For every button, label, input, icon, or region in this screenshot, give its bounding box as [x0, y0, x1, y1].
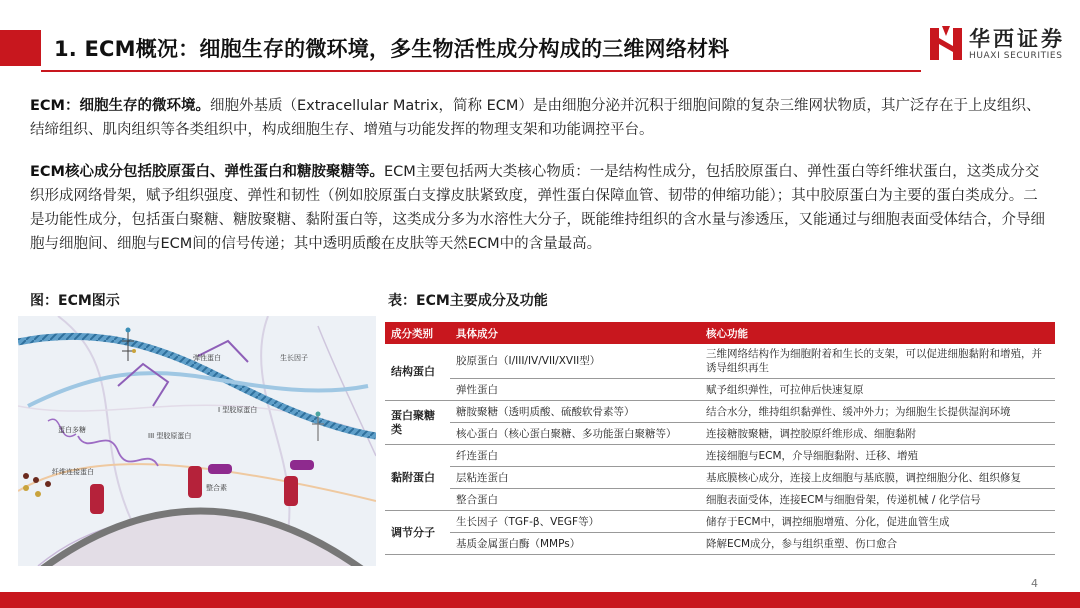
label-collagen3: III 型胶原蛋白 — [148, 432, 192, 440]
category-cell: 结构蛋白 — [385, 344, 450, 401]
component-cell: 层粘连蛋白 — [450, 467, 700, 489]
label-proteoglycan: 蛋白多糖 — [58, 426, 86, 434]
component-cell: 糖胺聚糖（透明质酸、硫酸软骨素等） — [450, 401, 700, 423]
function-cell: 基底膜核心成分，连接上皮细胞与基底膜，调控细胞分化、组织修复 — [700, 467, 1055, 489]
category-cell: 黏附蛋白 — [385, 445, 450, 511]
header-component: 具体成分 — [450, 322, 700, 344]
component-cell: 生长因子（TGF-β、VEGF等） — [450, 511, 700, 533]
table-row — [385, 467, 1055, 489]
component-cell: 弹性蛋白 — [450, 379, 700, 401]
figure-title: 图：ECM图示 — [30, 293, 120, 309]
function-cell: 结合水分，维持组织黏弹性、缓冲外力；为细胞生长提供湿润环境 — [700, 401, 1055, 423]
header-category: 成分类别 — [385, 322, 450, 344]
table-header-row — [385, 322, 1055, 344]
table-row — [385, 489, 1055, 511]
footer-bar — [0, 592, 1080, 608]
page-number: 4 — [1031, 577, 1038, 590]
ecm-illustration — [18, 316, 376, 566]
logo-text-en: HUAXI SECURITIES — [969, 51, 1063, 61]
function-cell: 连接细胞与ECM，介导细胞黏附、迁移、增殖 — [700, 445, 1055, 467]
table-row — [385, 423, 1055, 445]
function-cell: 赋予组织弹性，可拉伸后快速复原 — [700, 379, 1055, 401]
label-growth-factor: 生长因子 — [280, 354, 308, 362]
table-row — [385, 379, 1055, 401]
company-logo — [928, 22, 1068, 66]
component-cell: 胶原蛋白（I/III/IV/VII/ⅩVII型） — [450, 344, 700, 379]
component-cell: 基质金属蛋白酶（MMPs） — [450, 533, 700, 555]
table-row — [385, 511, 1055, 533]
label-elastin: 弹性蛋白 — [193, 354, 221, 362]
intro-lead: ECM：细胞生存的微环境。 — [30, 98, 210, 114]
component-cell: 纤连蛋白 — [450, 445, 700, 467]
intro-body: 细胞外基质（Extracellular Matrix，简称 ECM）是由细胞分泌并沉积于细胞间隙的复杂三维网状物质，其广泛存在于上皮组织、结缔组织、肌肉组织等各类组织中，构成细胞生存、增殖与功能发挥的物理支架和功能调控平台。 — [30, 98, 1041, 138]
components-lead: ECM核心成分包括胶原蛋白、弹性蛋白和糖胺聚糖等。 — [30, 164, 384, 180]
function-cell: 降解ECM成分，参与组织重塑、伤口愈合 — [700, 533, 1055, 555]
title-underline — [41, 70, 921, 72]
table-title: 表：ECM主要成分及功能 — [388, 293, 548, 309]
title-accent-bar — [0, 30, 41, 66]
table-row — [385, 401, 1055, 423]
page-title: 1. ECM概况：细胞生存的微环境，多生物活性成分构成的三维网络材料 — [54, 37, 730, 61]
table-row — [385, 533, 1055, 555]
function-cell: 三维网络结构作为细胞附着和生长的支架，可以促进细胞黏附和增殖，并诱导组织再生 — [700, 344, 1055, 379]
header-function: 核心功能 — [700, 322, 1055, 344]
function-cell: 细胞表面受体，连接ECM与细胞骨架，传递机械 / 化学信号 — [700, 489, 1055, 511]
table-row — [385, 344, 1055, 379]
category-cell: 蛋白聚糖类 — [385, 401, 450, 445]
label-integrin: 整合素 — [206, 484, 227, 492]
label-collagen1: I 型胶原蛋白 — [218, 406, 258, 414]
components-paragraph — [30, 160, 1050, 256]
function-cell: 连接糖胺聚糖，调控胶原纤维形成、细胞黏附 — [700, 423, 1055, 445]
table-row — [385, 445, 1055, 467]
huaxi-logo-icon — [928, 24, 964, 64]
category-cell: 调节分子 — [385, 511, 450, 555]
ecm-components-table — [385, 322, 1055, 555]
function-cell: 储存于ECM中，调控细胞增殖、分化，促进血管生成 — [700, 511, 1055, 533]
intro-paragraph — [30, 94, 1050, 142]
component-cell: 核心蛋白（核心蛋白聚糖、多功能蛋白聚糖等） — [450, 423, 700, 445]
label-fibronectin: 纤维连接蛋白 — [52, 468, 94, 476]
component-cell: 整合蛋白 — [450, 489, 700, 511]
logo-text-cn: 华西证券 — [969, 27, 1065, 51]
components-body: ECM主要包括两大类核心物质：一是结构性成分，包括胶原蛋白、弹性蛋白等纤维状蛋白，这类成分交织形成网络骨架，赋予组织强度、弹性和韧性（例如胶原蛋白支撑皮肤紧致度，弹性蛋白保障血管、韧带的伸缩功能）；其中胶原蛋白为主要的蛋白类成分。二是功能性成分，包括蛋白聚糖、糖胺聚糖、黏附蛋白等，这类成分多为水溶性大分子，既能维持组织的含水量与渗透压，又能通过与细胞表面受体结合，介导细胞与细胞间、细胞与ECM间的信号传递；其中透明质酸在皮肤等天然ECM中的含量最高。 — [30, 164, 1045, 252]
